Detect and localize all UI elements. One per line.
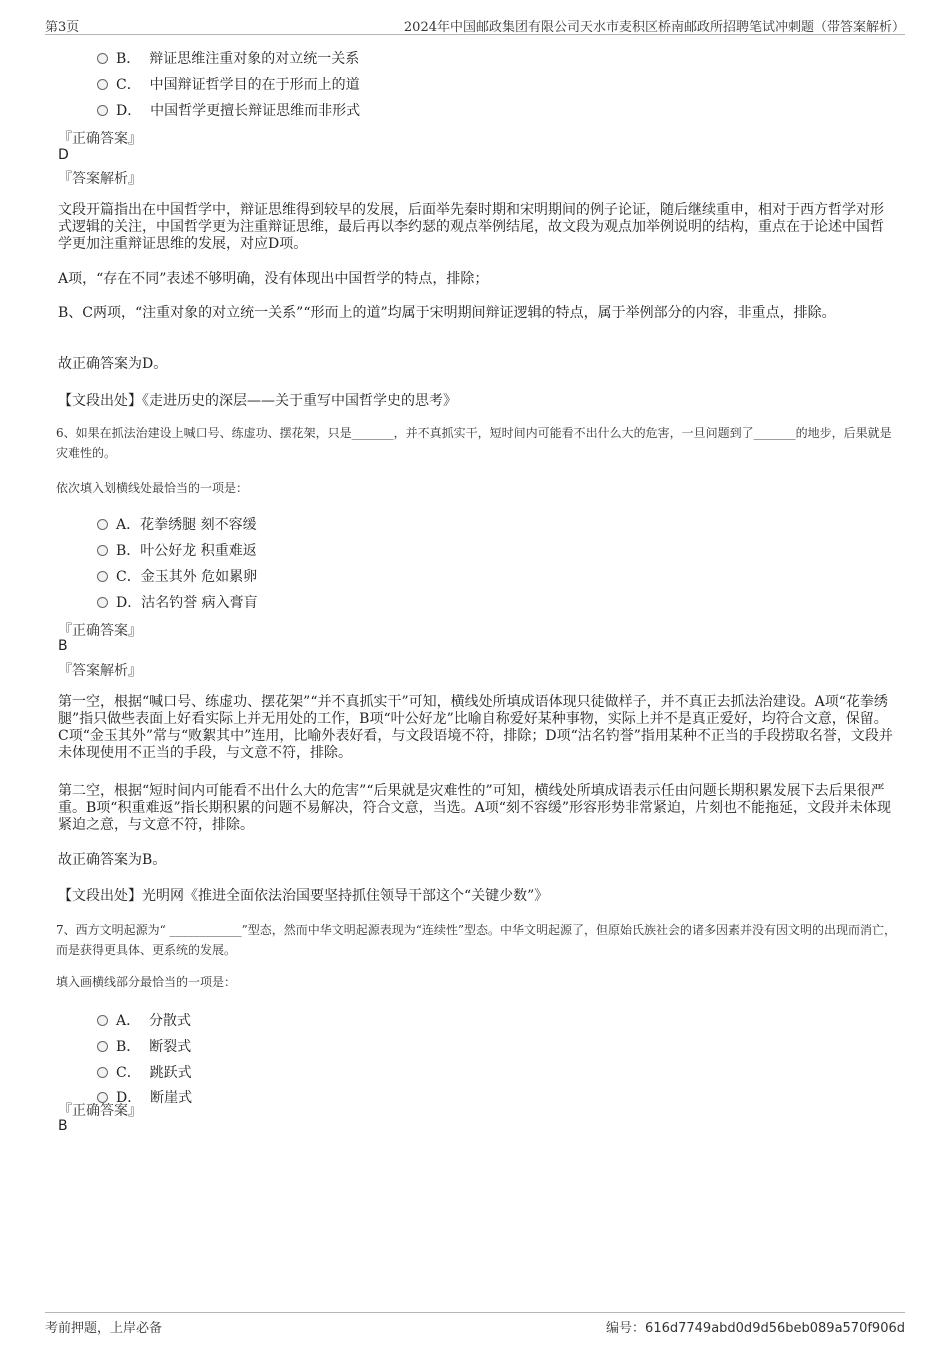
radio-icon[interactable] bbox=[97, 1041, 108, 1052]
q6-prompt: 依次填入划横线处最恰当的一项是： bbox=[56, 481, 249, 495]
q6-option-a[interactable]: A．花拳绣腿 刻不容缓 bbox=[97, 514, 257, 534]
radio-icon[interactable] bbox=[97, 597, 108, 608]
radio-icon[interactable] bbox=[97, 1067, 108, 1078]
q5-analysis-label: 『答案解析』 bbox=[58, 171, 142, 187]
q6-answer: B bbox=[58, 638, 68, 654]
q6-option-d[interactable]: D．沽名钓誉 病入膏肓 bbox=[97, 592, 258, 612]
q6-option-b[interactable]: B．叶公好龙 积重难返 bbox=[97, 540, 257, 560]
q5-option-c[interactable]: C． 中国辩证哲学目的在于形而上的道 bbox=[97, 74, 360, 94]
q7-option-d[interactable]: D． 断崖式 bbox=[97, 1087, 192, 1107]
q7-stem: 7、西方文明起源为“ ____________”型态，然而中华文明起源表现为“连续性”型态。中华文明起源了，但原始氏族社会的诸多因素并没有因文明的出现而消亡，而是获得更具体、更系统的发展。 bbox=[56, 923, 896, 957]
page-number: 第3页 bbox=[45, 20, 80, 35]
q7-answer: B bbox=[58, 1118, 68, 1134]
q7-option-c[interactable]: C． 跳跃式 bbox=[97, 1062, 192, 1082]
q6-analysis-paragraph: 故正确答案为B。 bbox=[58, 852, 167, 868]
q6-stem: 6、如果在抓法治建设上喊口号、练虚功、摆花架，只是_______，并不真抓实干，短时间内可能看不出什么大的危害，一旦问题到了_______的地步，后果就是灾难性的。 bbox=[56, 426, 892, 460]
document-id: 编号：616d7749abd0d9d56beb089a570f906d bbox=[606, 1321, 905, 1336]
page-footer bbox=[45, 1312, 905, 1339]
radio-icon[interactable] bbox=[97, 53, 108, 64]
q6-answer-label: 『正确答案』 bbox=[58, 623, 142, 639]
q7-option-b[interactable]: B． 断裂式 bbox=[97, 1036, 191, 1056]
radio-icon[interactable] bbox=[97, 571, 108, 582]
radio-icon[interactable] bbox=[97, 1015, 108, 1026]
q7-option-a[interactable]: A． 分散式 bbox=[97, 1010, 191, 1030]
q5-answer-label: 『正确答案』 bbox=[58, 131, 142, 147]
footer-slogan: 考前押题，上岸必备 bbox=[45, 1321, 163, 1336]
q6-option-c[interactable]: C．金玉其外 危如累卵 bbox=[97, 566, 257, 586]
q6-analysis-paragraph: 第一空，根据“喊口号、练虚功、摆花架”“并不真抓实干”可知，横线处所填成语体现只徒做样子，并不真正去抓法治建设。A项“花拳绣腿”指只做些表面上好看实际上并无用处的工作，B项“叶公好龙”比喻自称爱好某种事物，实际上并不是真正爱好，均符合文意，保留。C项“金玉其外”常与“败絮其中”连用，比喻外表好看，与文段语境不符，排除；D项“沽名钓誉”指用某种不正当的手段捞取名誉，文段并未体现使用不正当的手段，与文意不符，排除。 bbox=[58, 694, 893, 761]
q5-analysis-paragraph: A项，“存在不同”表述不够明确，没有体现出中国哲学的特点，排除； bbox=[58, 271, 489, 287]
q5-option-b[interactable]: B． 辩证思维注重对象的对立统一关系 bbox=[97, 48, 359, 68]
radio-icon[interactable] bbox=[97, 105, 108, 116]
q7-answer-label: 『正确答案』 bbox=[58, 1103, 142, 1119]
q5-answer: D bbox=[58, 147, 69, 163]
q6-source: 【文段出处】光明网《推进全面依法治国要坚持抓住领导干部这个“关键少数”》 bbox=[58, 888, 549, 904]
q5-option-d[interactable]: D． 中国哲学更擅长辩证思维而非形式 bbox=[97, 100, 360, 120]
page-header bbox=[45, 14, 905, 35]
q7-prompt: 填入画横线部分最恰当的一项是： bbox=[56, 975, 237, 989]
q5-analysis-paragraph: 文段开篇指出在中国哲学中，辩证思维得到较早的发展，后面举先秦时期和宋明期间的例子论证，随后继续重申，相对于西方哲学对形式逻辑的关注，中国哲学更为注重辩证思维，最后再以李约瑟的观点举例结尾，故文段为观点加举例说明的结构，重点在于论述中国哲学更加注重辩证思维的发展，对应D项。 bbox=[58, 202, 884, 252]
radio-icon[interactable] bbox=[97, 79, 108, 90]
radio-icon[interactable] bbox=[97, 545, 108, 556]
q6-analysis-label: 『答案解析』 bbox=[58, 663, 142, 679]
q5-source: 【文段出处】《走进历史的深层——关于重写中国哲学史的思考》 bbox=[58, 393, 457, 409]
q5-analysis-paragraph: 故正确答案为D。 bbox=[58, 356, 168, 372]
q5-analysis-paragraph: B、C两项，“注重对象的对立统一关系”“形而上的道”均属于宋明期间辩证逻辑的特点，属于举例部分的内容，非重点，排除。 bbox=[58, 305, 836, 321]
document-title: 2024年中国邮政集团有限公司天水市麦积区桥南邮政所招聘笔试冲刺题（带答案解析） bbox=[403, 20, 905, 35]
radio-icon[interactable] bbox=[97, 519, 108, 530]
q6-analysis-paragraph: 第二空，根据“短时间内可能看不出什么大的危害”“后果就是灾难性的”可知，横线处所填成语表示任由问题长期积累发展下去后果很严重。B项“积重难返”指长期积累的问题不易解决，符合文意，当选。A项“刻不容缓”形容形势非常紧迫，片刻也不能拖延，文段并未体现紧迫之意，与文意不符，排除。 bbox=[58, 783, 892, 833]
